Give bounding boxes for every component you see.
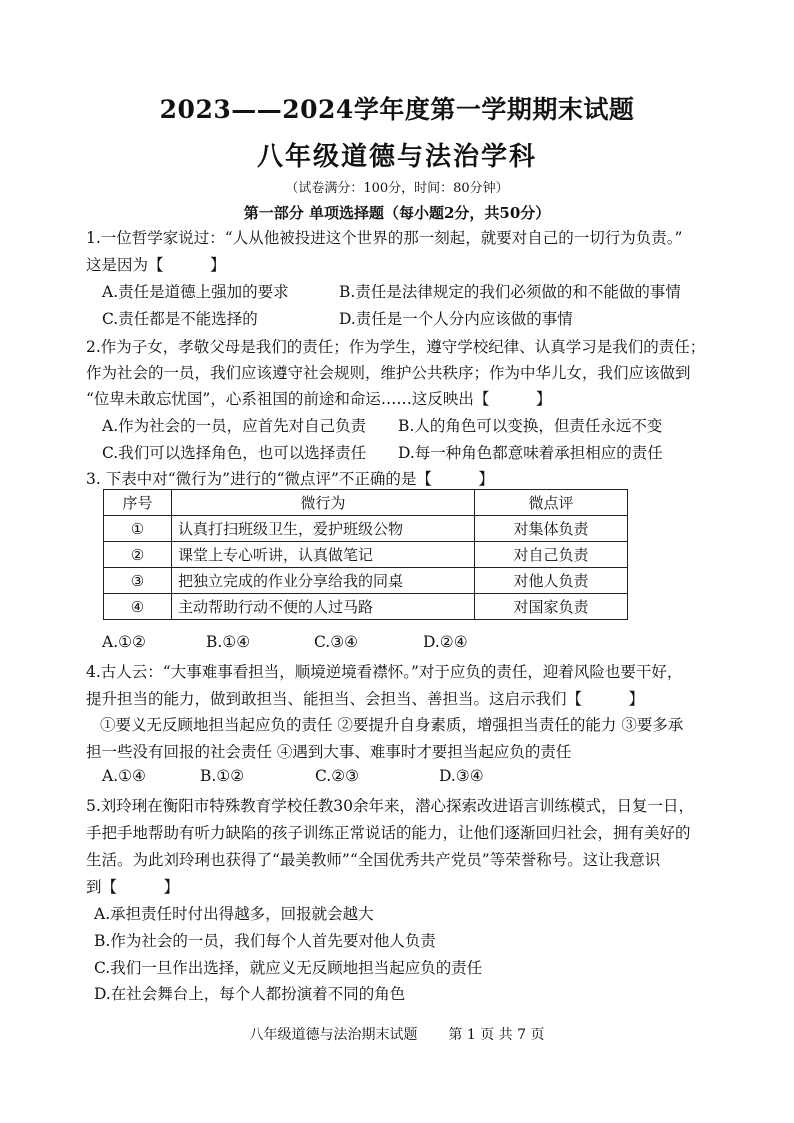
q3-option-c: C.③④ xyxy=(314,633,359,651)
q4-option-d: D.③④ xyxy=(439,767,484,785)
section-heading: 第一部分 单项选择题（每小题2分，共50分） xyxy=(243,204,551,222)
table-header: 微行为 xyxy=(172,490,475,516)
table-header: 序号 xyxy=(104,490,172,516)
exam-info: （试卷满分：100分，时间：80分钟） xyxy=(285,181,509,196)
q1-stem-line2: 这是因为【 】 xyxy=(86,256,226,274)
q2-option-b: B.人的角色可以变换，但责任永远不变 xyxy=(398,417,663,435)
q5-option-d: D.在社会舞台上，每个人都扮演着不同的角色 xyxy=(94,985,406,1003)
q2-stem-line3: “位卑未敢忘忧国”，心系祖国的前途和命运……这反映出【 】 xyxy=(86,390,552,408)
table-cell: 主动帮助行动不便的人过马路 xyxy=(172,594,475,620)
footer-page-number: 第 1 页 共 7 页 xyxy=(448,1027,545,1043)
q4-option-c: C.②③ xyxy=(315,767,360,785)
table-row xyxy=(104,542,628,568)
q4-stem-line1: 4.古人云：“大事难事看担当，顺境逆境看襟怀。”对于应负的责任，迎着风险也要干好， xyxy=(86,663,683,681)
table-cell: 对集体负责 xyxy=(475,516,628,542)
table-row xyxy=(104,594,628,620)
q3-table xyxy=(103,489,628,620)
q1-option-d: D.责任是一个人分内应该做的事情 xyxy=(339,310,573,328)
table-cell: 对他人负责 xyxy=(475,568,628,594)
table-cell: 把独立完成的作业分享给我的同桌 xyxy=(172,568,475,594)
table-cell: 课堂上专心听讲，认真做笔记 xyxy=(172,542,475,568)
q3-stem: 3. 下表中对“微行为”进行的“微点评”不正确的是【 】 xyxy=(86,470,494,488)
q2-stem-line1: 2.作为子女，孝敬父母是我们的责任；作为学生，遵守学校纪律、认真学习是我们的责任； xyxy=(86,338,706,356)
q4-statements-line1: ①要义无反顾地担当起应负的责任 ②要提升自身素质，增强担当责任的能力 ③要多承 xyxy=(100,716,684,734)
footer-exam-name: 八年级道德与法治期末试题 xyxy=(249,1027,418,1043)
q5-stem-line1: 5.刘玲琍在衡阳市特殊教育学校任教30余年来，潜心探索改进语言训练模式，日复一日， xyxy=(86,797,695,815)
q2-option-d: D.每一种角色都意味着承担相应的责任 xyxy=(398,444,663,462)
q5-stem-line4: 到【 】 xyxy=(86,878,180,896)
q1-option-a: A.责任是道德上强加的要求 xyxy=(102,283,289,301)
table-cell: ② xyxy=(104,542,172,568)
q2-option-c: C.我们可以选择角色，也可以选择责任 xyxy=(102,444,367,462)
table-cell: 对自己负责 xyxy=(475,542,628,568)
table-header-row xyxy=(104,490,628,516)
table-header: 微点评 xyxy=(475,490,628,516)
table-cell: ④ xyxy=(104,594,172,620)
table-row xyxy=(104,568,628,594)
q2-stem-line2: 作为社会的一员，我们应该遵守社会规则，维护公共秩序；作为中华儿女，我们应该做到 xyxy=(86,364,691,382)
q3-option-d: D.②④ xyxy=(423,633,468,651)
table-row xyxy=(104,516,628,542)
q5-option-a: A.承担责任时付出得越多，回报就会越大 xyxy=(94,905,374,923)
table-cell: ③ xyxy=(104,568,172,594)
q5-option-c: C.我们一旦作出选择，就应义无反顾地担当起应负的责任 xyxy=(94,959,483,977)
q4-option-a: A.①④ xyxy=(102,767,146,785)
q4-option-b: B.①② xyxy=(200,767,245,785)
q3-option-a: A.①② xyxy=(102,633,146,651)
page-footer xyxy=(0,1024,794,1044)
table-cell: 认真打扫班级卫生，爱护班级公物 xyxy=(172,516,475,542)
q4-stem-line2: 提升担当的能力，做到敢担当、能担当、会担当、善担当。这启示我们【 】 xyxy=(86,690,645,708)
q5-stem-line2: 手把手地帮助有听力缺陷的孩子训练正常说话的能力，让他们逐渐回归社会，拥有美好的 xyxy=(86,824,691,842)
q3-option-b: B.①④ xyxy=(206,633,251,651)
q5-option-b: B.作为社会的一员，我们每个人首先要对他人负责 xyxy=(94,932,436,950)
q1-option-c: C.责任都是不能选择的 xyxy=(102,310,258,328)
q4-statements-line2: 担一些没有回报的社会责任 ④遇到大事、难事时才要担当起应负的责任 xyxy=(86,743,572,761)
q5-stem-line3: 生活。为此刘玲琍也获得了“最美教师”“全国优秀共产党员”等荣誉称号。这让我意识 xyxy=(86,851,661,869)
subject-title: 八年级道德与法治学科 xyxy=(256,142,537,172)
exam-title: 2023——2024学年度第一学期期末试题 xyxy=(159,95,635,124)
q2-option-a: A.作为社会的一员，应首先对自己负责 xyxy=(102,417,367,435)
table-cell: 对国家负责 xyxy=(475,594,628,620)
table-cell: ① xyxy=(104,516,172,542)
q1-stem-line1: 1.一位哲学家说过：“人从他被投进这个世界的那一刻起，就要对自己的一切行为负责。” xyxy=(86,229,683,247)
q1-option-b: B.责任是法律规定的我们必须做的和不能做的事情 xyxy=(339,283,681,301)
